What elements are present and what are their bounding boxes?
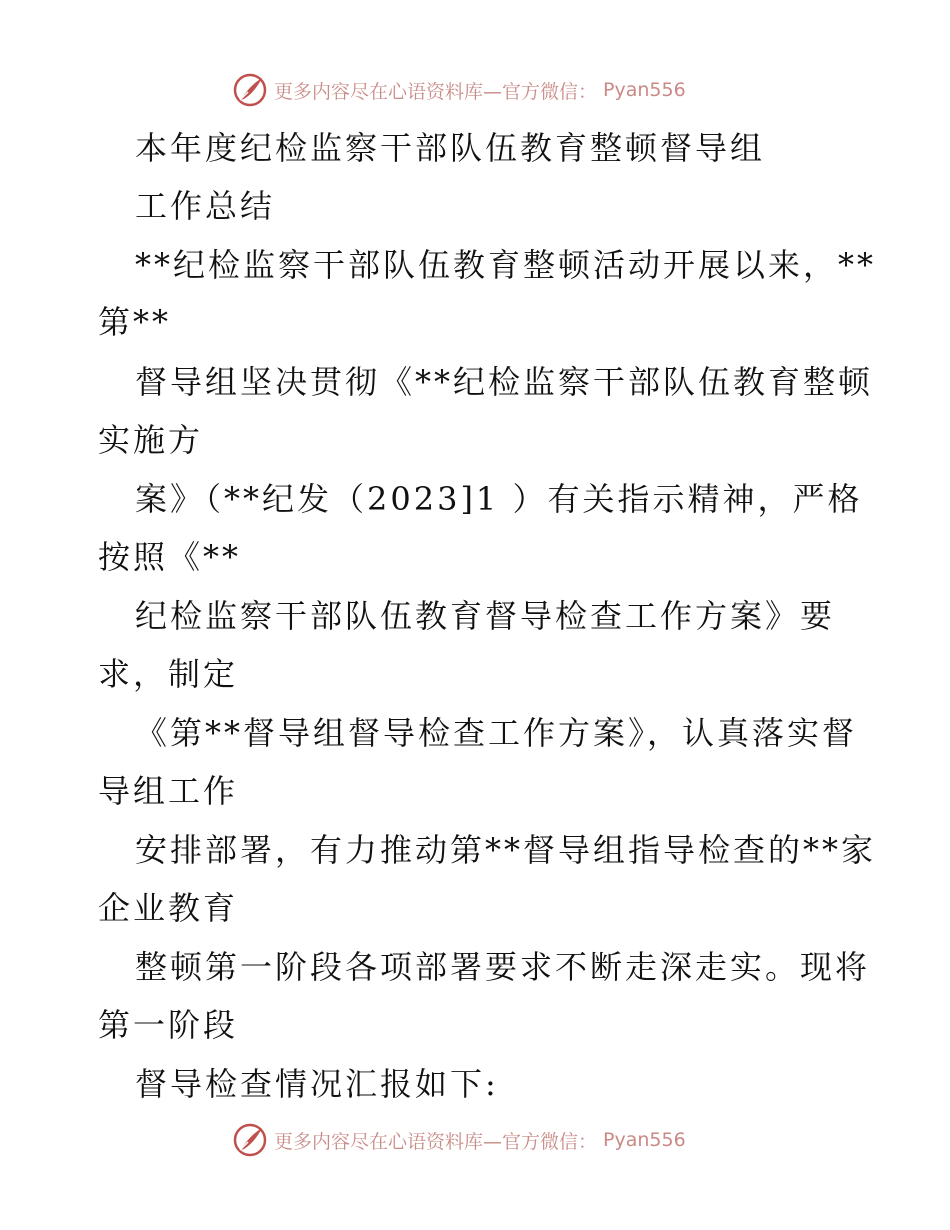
footer-watermark	[232, 1120, 686, 1160]
paragraph-line: 按照《**	[98, 538, 242, 576]
paragraph-line: 第一阶段	[98, 1006, 239, 1044]
quill-logo-icon	[232, 1122, 268, 1158]
paragraph-line: 《第**督导组督导检查工作方案》，认真落实督	[135, 714, 858, 752]
paragraph-line: 企业教育	[98, 889, 239, 927]
doc-title-line-1: 本年度纪检监察干部队伍教育整顿督导组	[135, 129, 766, 167]
paragraph-line: 导组工作	[98, 772, 239, 810]
watermark-text: 更多内容尽在心语资料库—官方微信：	[274, 1130, 598, 1153]
paragraph-line: 督导组坚决贯彻《**纪检监察干部队伍教育整顿	[135, 363, 874, 401]
paragraph-line: **纪检监察干部队伍教育整顿活动开展以来，**	[135, 246, 877, 284]
header-watermark	[232, 70, 686, 110]
paragraph-line: 实施方	[98, 421, 204, 459]
doc-title-line-2: 工作总结	[135, 187, 276, 225]
paragraph-line: 求，制定	[98, 655, 239, 693]
watermark-account: Pyan556	[603, 1129, 686, 1151]
watermark-text: 更多内容尽在心语资料库—官方微信：	[274, 80, 598, 103]
paragraph-line: 安排部署，有力推动第**督导组指导检查的**家	[135, 831, 877, 869]
quill-logo-icon	[232, 72, 268, 108]
paragraph-line: 纪检监察干部队伍教育督导检查工作方案》要	[135, 597, 836, 635]
paragraph-line: 第**	[98, 303, 172, 341]
paragraph-line: 案》（**纪发（2023]1 ）有关指示精神，严格	[135, 480, 863, 518]
paragraph-line: 督导检查情况汇报如下:	[135, 1065, 499, 1103]
watermark-account: Pyan556	[603, 79, 686, 101]
paragraph-line: 整顿第一阶段各项部署要求不断走深走实。现将	[135, 948, 871, 986]
